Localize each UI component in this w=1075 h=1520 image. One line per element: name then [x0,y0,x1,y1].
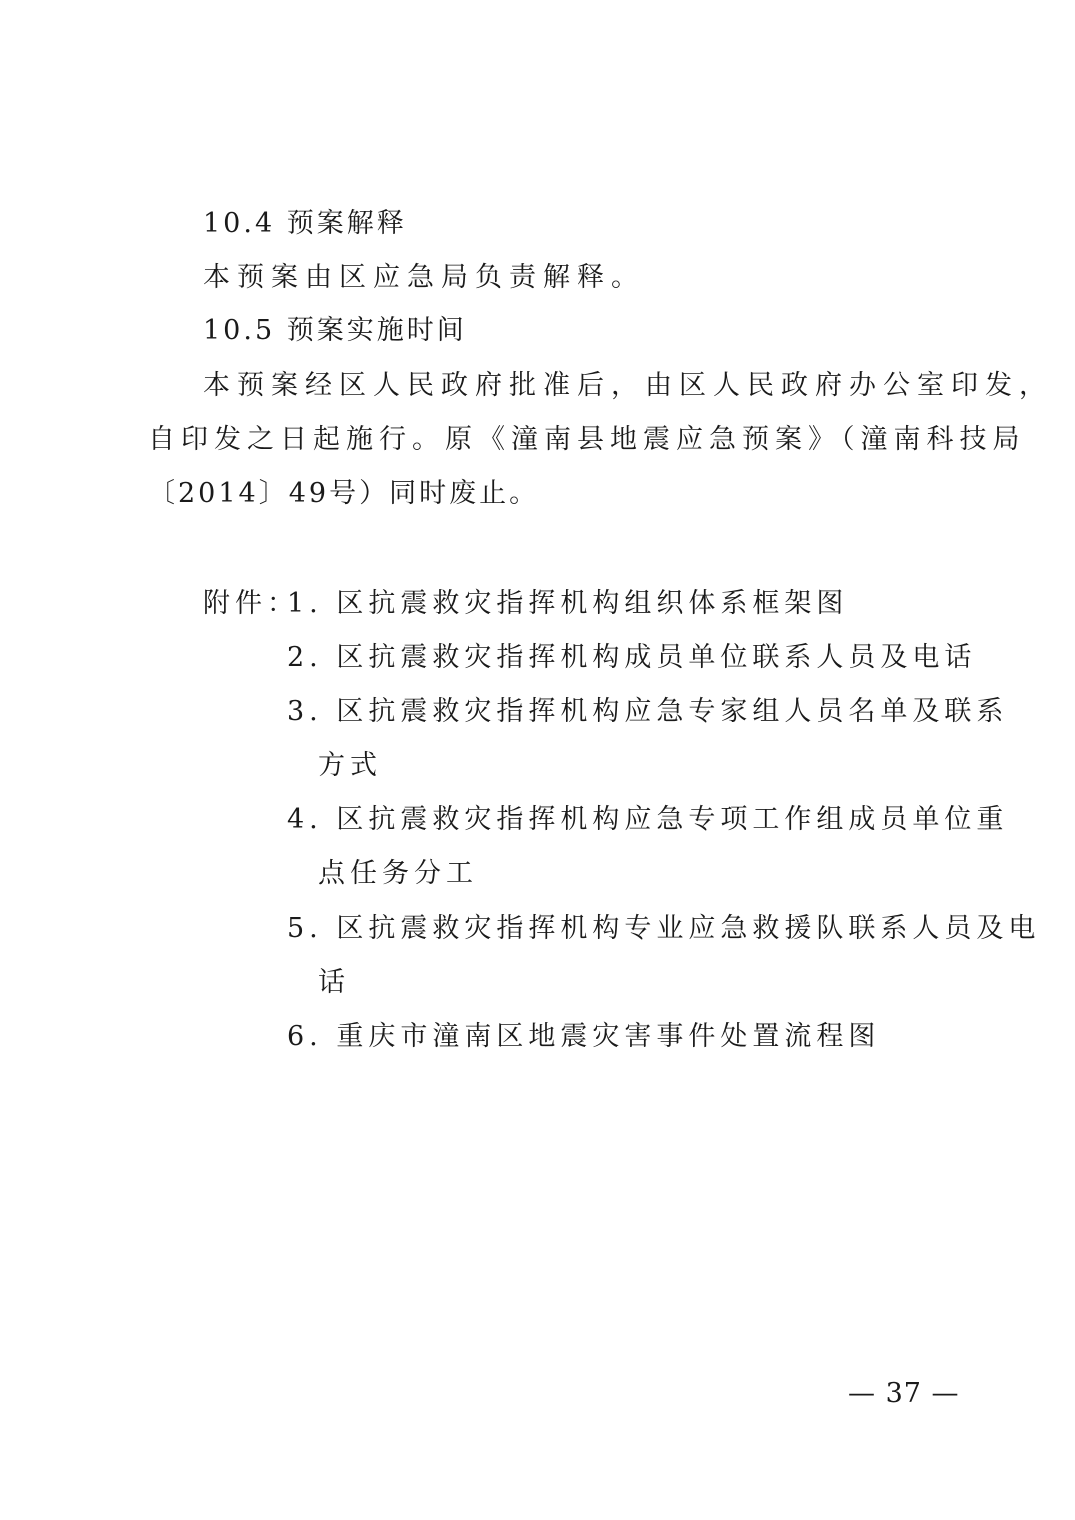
attachment-item-continuation: 话 [318,967,350,998]
section-10-5-body-line: 自印发之日起施行。原《潼南县地震应急预案》（潼南科技局 [148,424,1026,455]
attachment-item: 6. 重庆市潼南区地震灾害事件处置流程图 [287,1021,881,1052]
attachments-label: 附件： [203,588,299,619]
attachment-item-continuation: 点任务分工 [318,858,478,889]
attachment-item: 4. 区抗震救灾指挥机构应急专项工作组成员单位重 [287,804,1009,835]
attachment-item: 1. 区抗震救灾指挥机构组织体系框架图 [287,588,849,619]
section-10-5-body-line: 本预案经区人民政府批准后，由区人民政府办公室印发， [203,370,1053,401]
page-number: — 37 — [848,1378,960,1409]
attachment-item: 5. 区抗震救灾指挥机构专业应急救援队联系人员及电 [287,913,1041,944]
section-10-4-heading: 10.4 预案解释 [203,208,407,239]
section-10-4-body: 本预案由区应急局负责解释。 [203,262,645,293]
attachment-item: 2. 区抗震救灾指挥机构成员单位联系人员及电话 [287,642,977,673]
section-10-5-body-line: 〔2014〕49号）同时废止。 [148,478,540,509]
section-10-5-heading: 10.5 预案实施时间 [203,315,467,346]
attachment-item: 3. 区抗震救灾指挥机构应急专家组人员名单及联系 [287,696,1009,727]
attachment-item-continuation: 方式 [318,750,382,781]
